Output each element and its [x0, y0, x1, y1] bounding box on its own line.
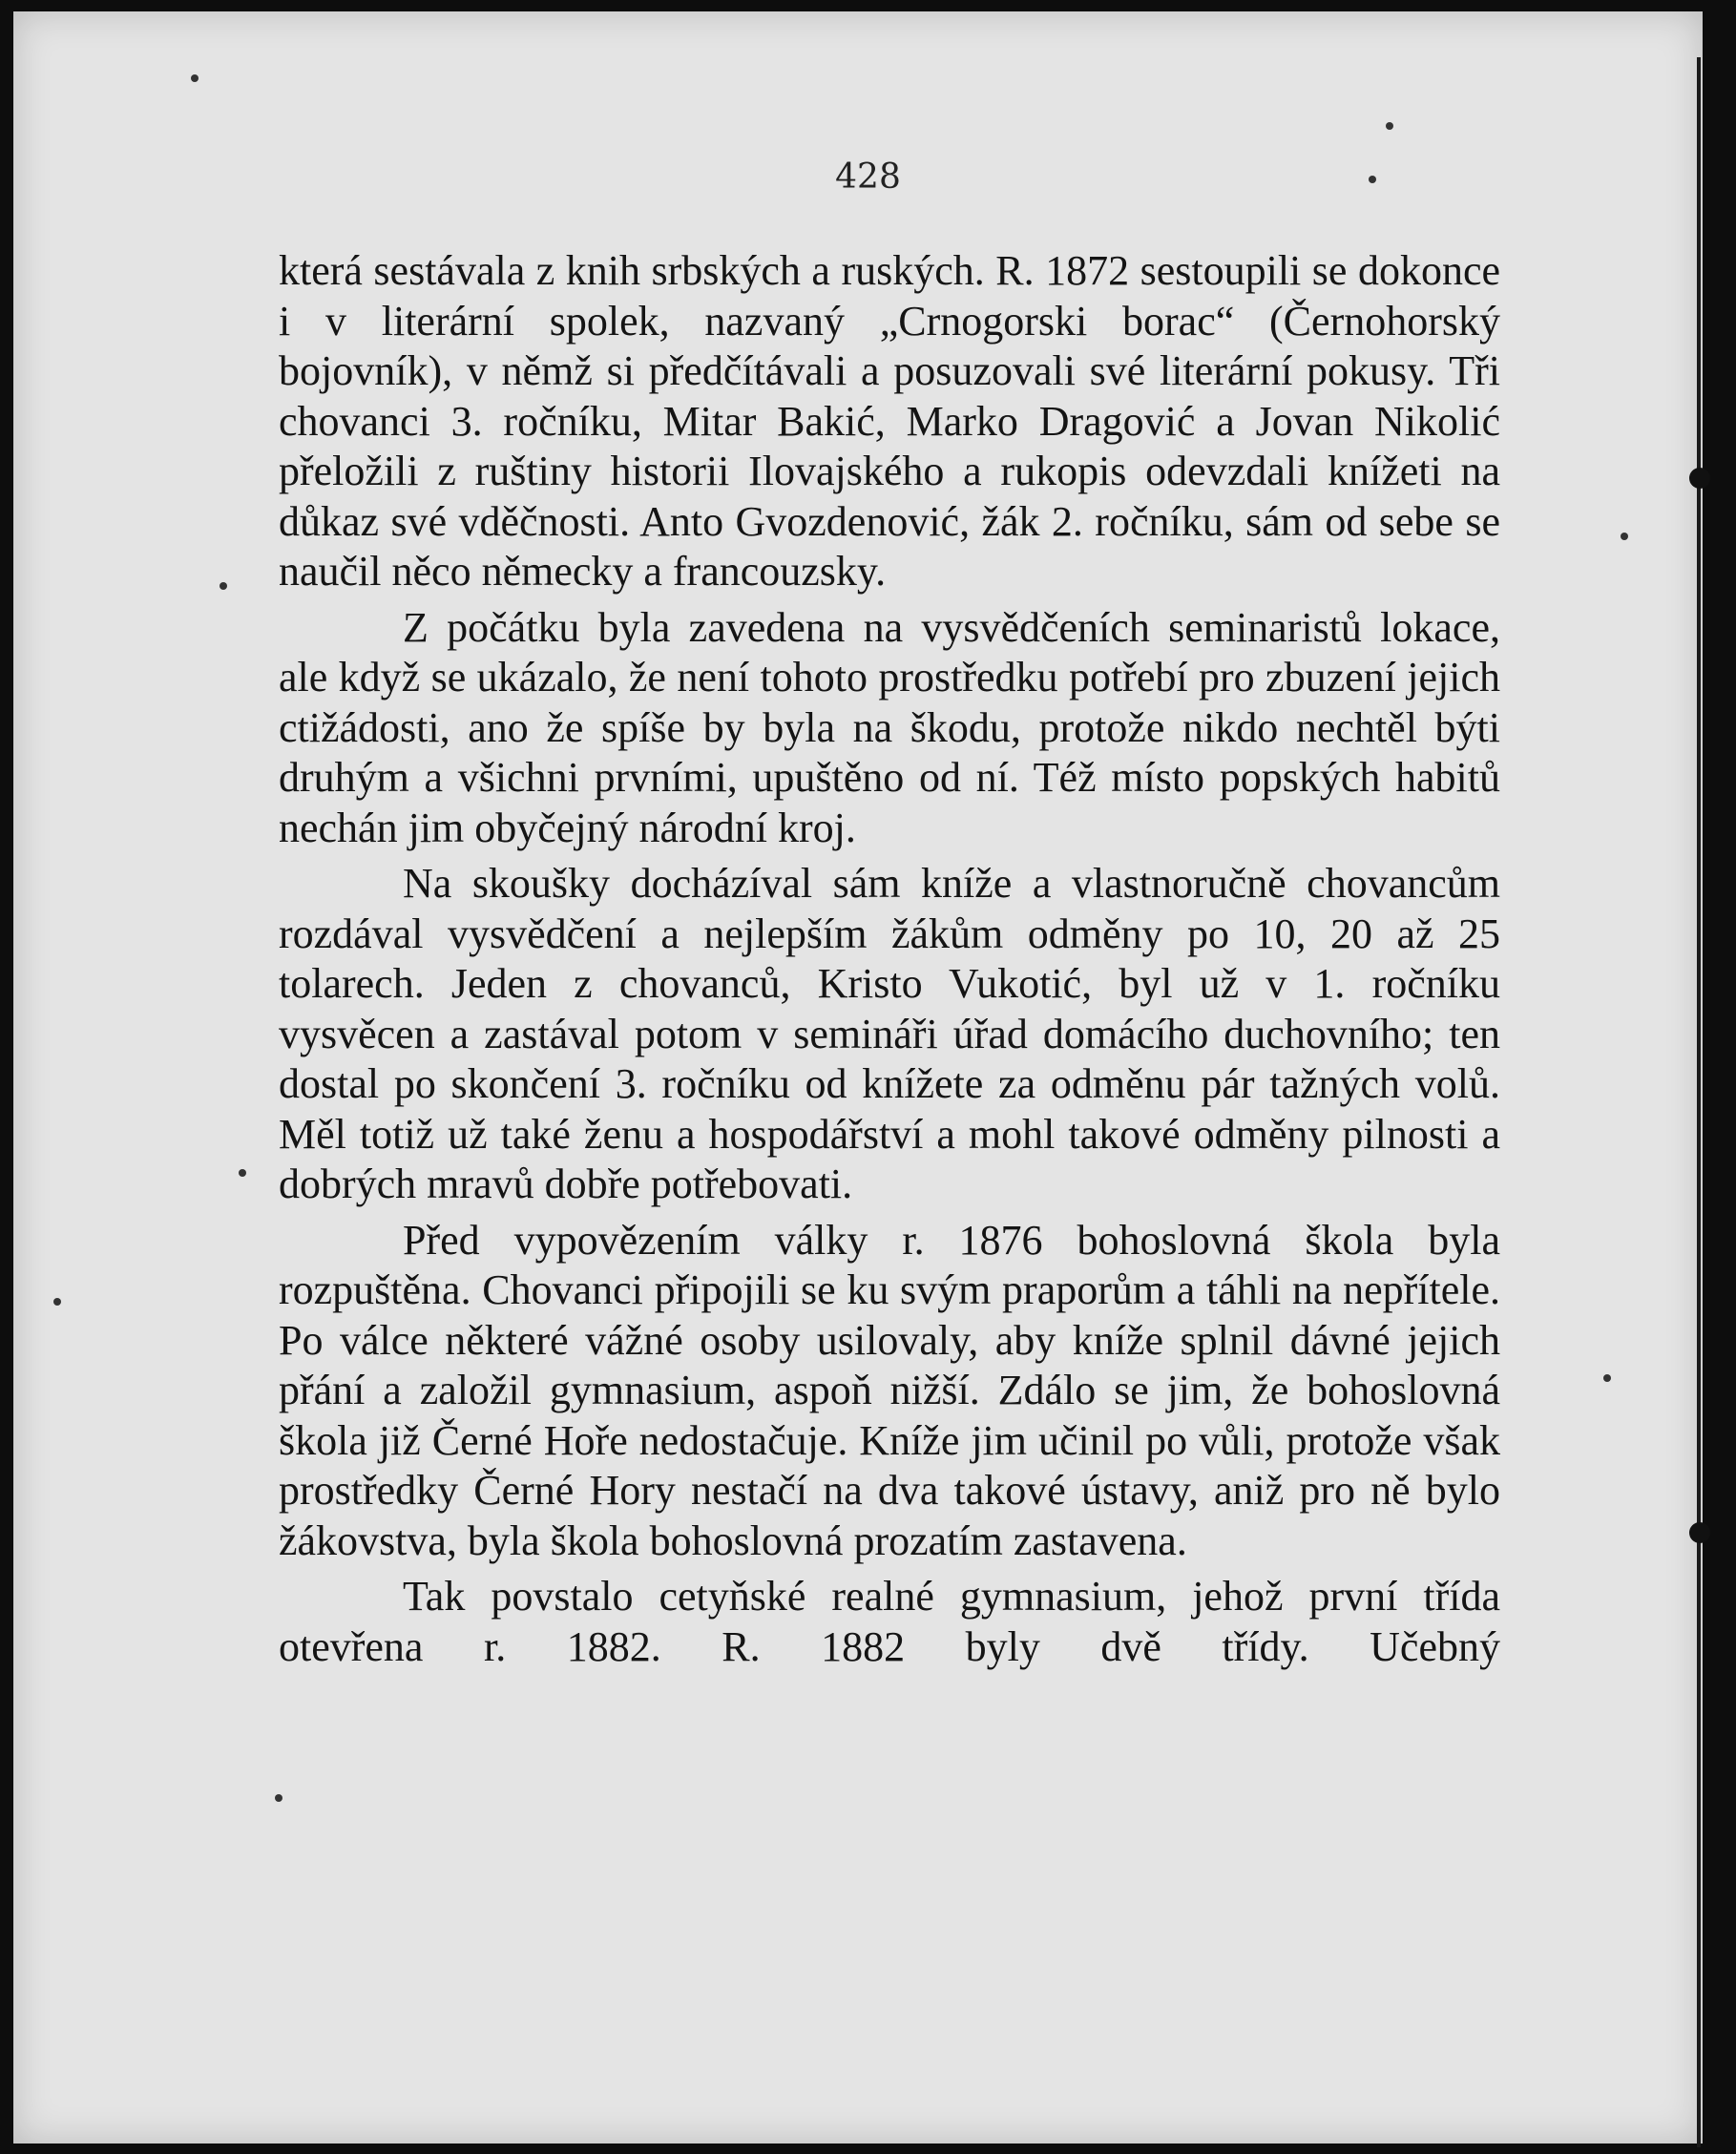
page-number: 428 [835, 157, 901, 197]
paragraph: Tak povstalo cetyňské realné gymnasium, jehož první třída otevřena r. 1882. R. 1882 byly dvě třídy. Učebný [279, 1573, 1500, 1670]
paragraph: Na skoušky docházíval sám kníže a vlastnoručně chovancům rozdával vysvědčení a nejlepším žákům odměny po 10, 20 až 25 tolarech. Jeden z chovanců, Kristo Vukotić, byl už v 1. ročníku vysvěcen a zastával potom v semináři úřad domácího duchovního; ten dostal po skončení 3. ročníku od knížete za odměnu pár tažných volů. Měl totiž už také ženu a hospodářství a mohl takové odměny pilnosti a dobrých mravů dobře potřebovati. [279, 860, 1500, 1207]
scan-speck [1621, 533, 1628, 540]
paragraph: která sestávala z knih srbských a ruských. R. 1872 sestoupili se dokonce i v literární spolek, nazvaný „Crnogorski borac“ (Černohorský bojovník), v němž si předčítávali a posuzovali své literární pokusy. Tři chovanci 3. ročníku, Mitar Bakić, Marko Dragović a Jovan Nikolić přeložili z ruštiny historii Ilovajského a rukopis odevzdali knížeti na důkaz své vděčnosti. Anto Gvozdenović, žák 2. ročníku, sám od sebe se naučil něco německy a francouzsky. [279, 247, 1500, 595]
edge-mark-dot [1689, 1522, 1710, 1543]
edge-mark-dot [1689, 468, 1710, 489]
scan-speck [220, 582, 227, 590]
scan-speck [1386, 122, 1393, 130]
scan-speck [239, 1169, 246, 1177]
scan-speck [1603, 1374, 1611, 1382]
paragraph: Před vypovězením války r. 1876 bohoslovná škola byla rozpuštěna. Chovanci připojili se ku svým praporům a táhli na nepřítele. Po válce některé vážné osoby usilovaly, aby kníže splnil dávné jejich přání a založil gymnasium, aspoň nižší. Zdálo se jim, že bohoslovná škola již Černé Hoře nedostačuje. Kníže jim učinil po vůli, protože však prostředky Černé Hory nestačí na dva takové ústavy, aniž pro ně bylo žákovstva, byla škola bohoslovná prozatím zastavena. [279, 1216, 1500, 1564]
scan-speck [191, 74, 199, 82]
page-edge-line [1697, 57, 1701, 2147]
body-text [279, 246, 1500, 1672]
scan-speck [53, 1298, 61, 1306]
paragraph: Z počátku byla zavedena na vysvědčeních seminaristů lokace, ale když se ukázalo, že není tohoto prostředku potřebí pro zbuzení jejich ctižádosti, ano že spíše by byla na škodu, protože nikdo nechtěl býti druhým a všichni prvními, upuštěno od ní. Též místo popských habitů nechán jim obyčejný národní kroj. [279, 603, 1500, 851]
scan-speck [275, 1794, 282, 1802]
